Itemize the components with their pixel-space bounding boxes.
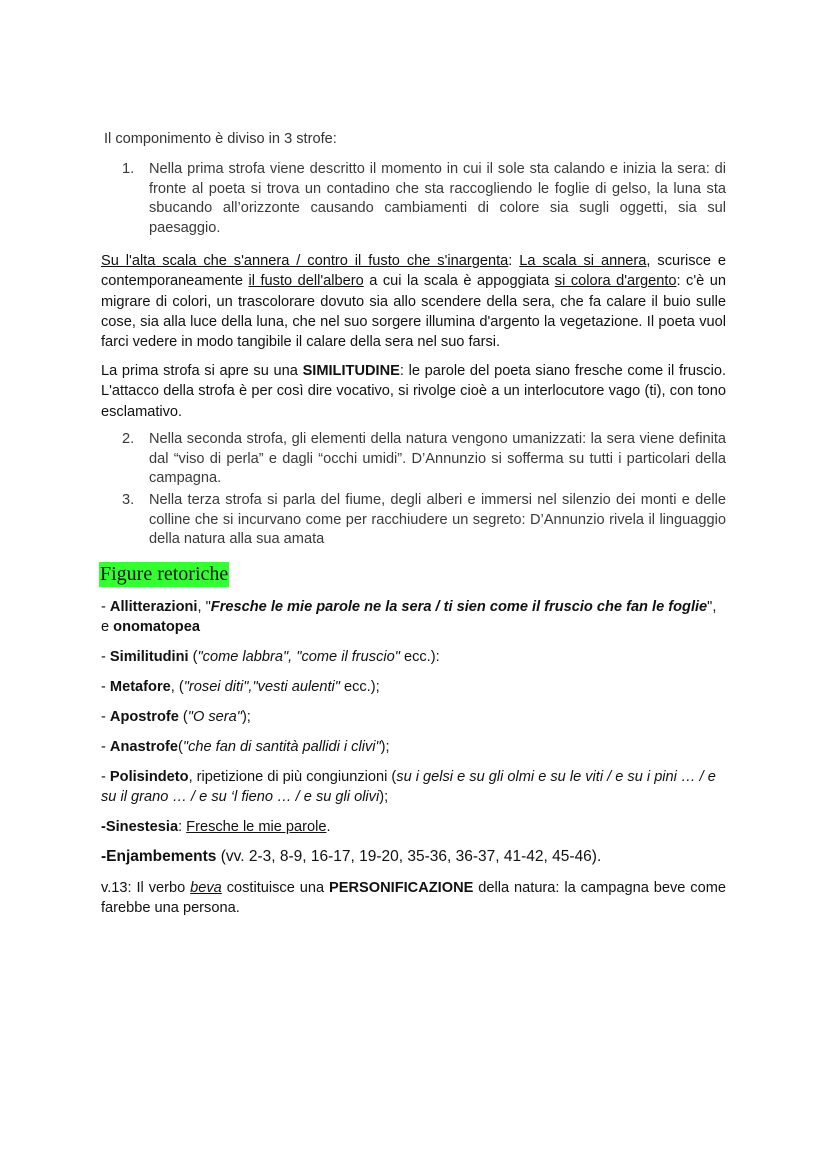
text-run: Fresche le mie parole ne la sera / ti sien come il fruscio che fan le foglie — [210, 599, 708, 615]
text-run: ecc.); — [339, 679, 380, 695]
text-run: - — [101, 709, 110, 725]
text-run: della natura: la campagna beve come farebbe una persona. — [101, 880, 726, 917]
underlined-phrase: si colora d'argento — [554, 273, 677, 290]
text-run: ); — [241, 709, 251, 725]
text-run: , scurisce e contemporaneamente — [101, 253, 726, 290]
text-run: v.13: Il verbo — [101, 880, 191, 896]
text-run: Similitudini — [109, 649, 189, 665]
text-run: : c'è un migrare di colori, un trascolorare dovuto sia allo scendere della sera, che fa calare il buio sulle cose, sia alla luce della luna, che nel suo sorgere illumina d'argento la vegetazione. Il poeta vuol farci vedere in modo tangibile il calare della sera nel suo farsi. — [101, 273, 726, 351]
text-run: . — [326, 819, 331, 835]
bold-term: PERSONIFICAZIONE — [329, 880, 474, 896]
list-number: 1. — [122, 161, 135, 177]
text-run: "rosei diti","vesti aulenti" — [183, 679, 340, 695]
text-run: : — [178, 819, 187, 835]
text-run: - — [101, 739, 110, 755]
figure-metafore — [101, 677, 726, 697]
underlined-phrase: La scala si annera — [519, 253, 647, 269]
text-run: "O sera" — [187, 709, 242, 725]
figure-anastrofe — [101, 737, 726, 757]
underlined-phrase: il fusto dell'albero — [248, 273, 364, 290]
section-heading: Figure retoriche — [100, 563, 229, 585]
figure-allitterazioni — [101, 597, 726, 637]
list-number: 2. — [122, 431, 135, 447]
list-item-1 — [122, 160, 726, 238]
text-run: Allitterazioni — [109, 599, 198, 615]
text-run: ); — [380, 739, 390, 755]
text-run: ( — [178, 739, 183, 755]
text-run: : le parole del poeta siano fresche come il fruscio. L'attacco della strofa è per così dire vocativo, si rivolge cioè a un interlocutore vago (ti), con tono esclamativo. — [101, 363, 726, 420]
list-text: Nella terza strofa si parla del fiume, degli alberi e immersi nel silenzio dei monti e delle colline che si incurvano come per racchiudere un segreto: D’Annunzio rivela il linguaggio della natura alla sua amata — [149, 492, 726, 547]
text-run: ecc.): — [399, 649, 440, 665]
text-run: , ( — [170, 679, 184, 695]
text-run: - — [101, 769, 110, 785]
text-run: ); — [379, 789, 389, 805]
verb-word: beva — [190, 880, 222, 896]
list-text: Nella prima strofa viene descritto il momento in cui il sole sta calando e inizia la sera: di fronte al poeta si trova un contadino che sta raccogliendo le foglie di gelso, la luna sta sbucando all’orizzonte causando cambiamenti di colore sia sugli oggetti, sia sul paesaggio. — [149, 161, 726, 236]
text-run: Fresche le mie parole — [186, 819, 327, 835]
text-run: "che fan di santità pallidi i clivi" — [182, 739, 381, 755]
list-number: 3. — [122, 492, 135, 508]
list-item-3 — [122, 491, 726, 550]
figure-polisindeto — [101, 767, 726, 807]
text-run: "come labbra", "come il fruscio" — [197, 649, 400, 665]
text-run: su i gelsi e su gli olmi e su le viti / e su i pini … / e su il grano … / e su ‘l fieno … / e su gli olivi — [101, 769, 716, 805]
text-run: ( — [188, 649, 198, 665]
figure-similitudini — [101, 647, 726, 667]
bold-term: SIMILITUDINE — [302, 363, 400, 379]
text-run: ", e — [101, 599, 717, 635]
text-run: -Sinestesia — [101, 819, 179, 835]
intro-line: Il componimento è diviso in 3 strofe: — [104, 131, 337, 147]
list-item-2 — [122, 430, 726, 489]
text-run: ( — [178, 709, 188, 725]
text-run: - — [101, 679, 110, 695]
paragraph-v13 — [101, 878, 726, 919]
text-run: Apostrofe — [109, 709, 179, 725]
text-run: -Enjambements — [101, 848, 217, 865]
text-run: : — [508, 253, 520, 269]
figure-apostrofe — [101, 707, 726, 727]
figure-enjambements — [101, 847, 726, 867]
text-run: onomatopea — [113, 619, 200, 635]
text-run: , " — [197, 599, 211, 615]
figure-sinestesia — [101, 817, 726, 837]
text-run: Polisindeto — [109, 769, 189, 785]
quote-underlined: Su l'alta scala che s'annera / contro il fusto che s'inargenta — [101, 253, 509, 269]
text-run: costituisce una — [221, 880, 330, 896]
text-run: Anastrofe — [109, 739, 179, 755]
list-text: Nella seconda strofa, gli elementi della natura vengono umanizzati: la sera viene definita dal “viso di perla” e dagli “occhi umidi”. D’Annunzio si sofferma su tutti i particolari della campagna. — [149, 431, 726, 486]
text-run: - — [101, 599, 110, 615]
text-run: , ripetizione di più congiunzioni ( — [188, 769, 397, 785]
paragraph-similitudine — [101, 361, 726, 422]
text-run: a cui la scala è appoggiata — [363, 273, 555, 290]
paragraph-scala — [101, 251, 726, 352]
text-run: (vv. 2-3, 8-9, 16-17, 19-20, 35-36, 36-37, 41-42, 45-46). — [216, 848, 602, 865]
text-run: Metafore — [109, 679, 171, 695]
text-run: - — [101, 649, 110, 665]
text-run: La prima strofa si apre su una — [101, 363, 303, 379]
